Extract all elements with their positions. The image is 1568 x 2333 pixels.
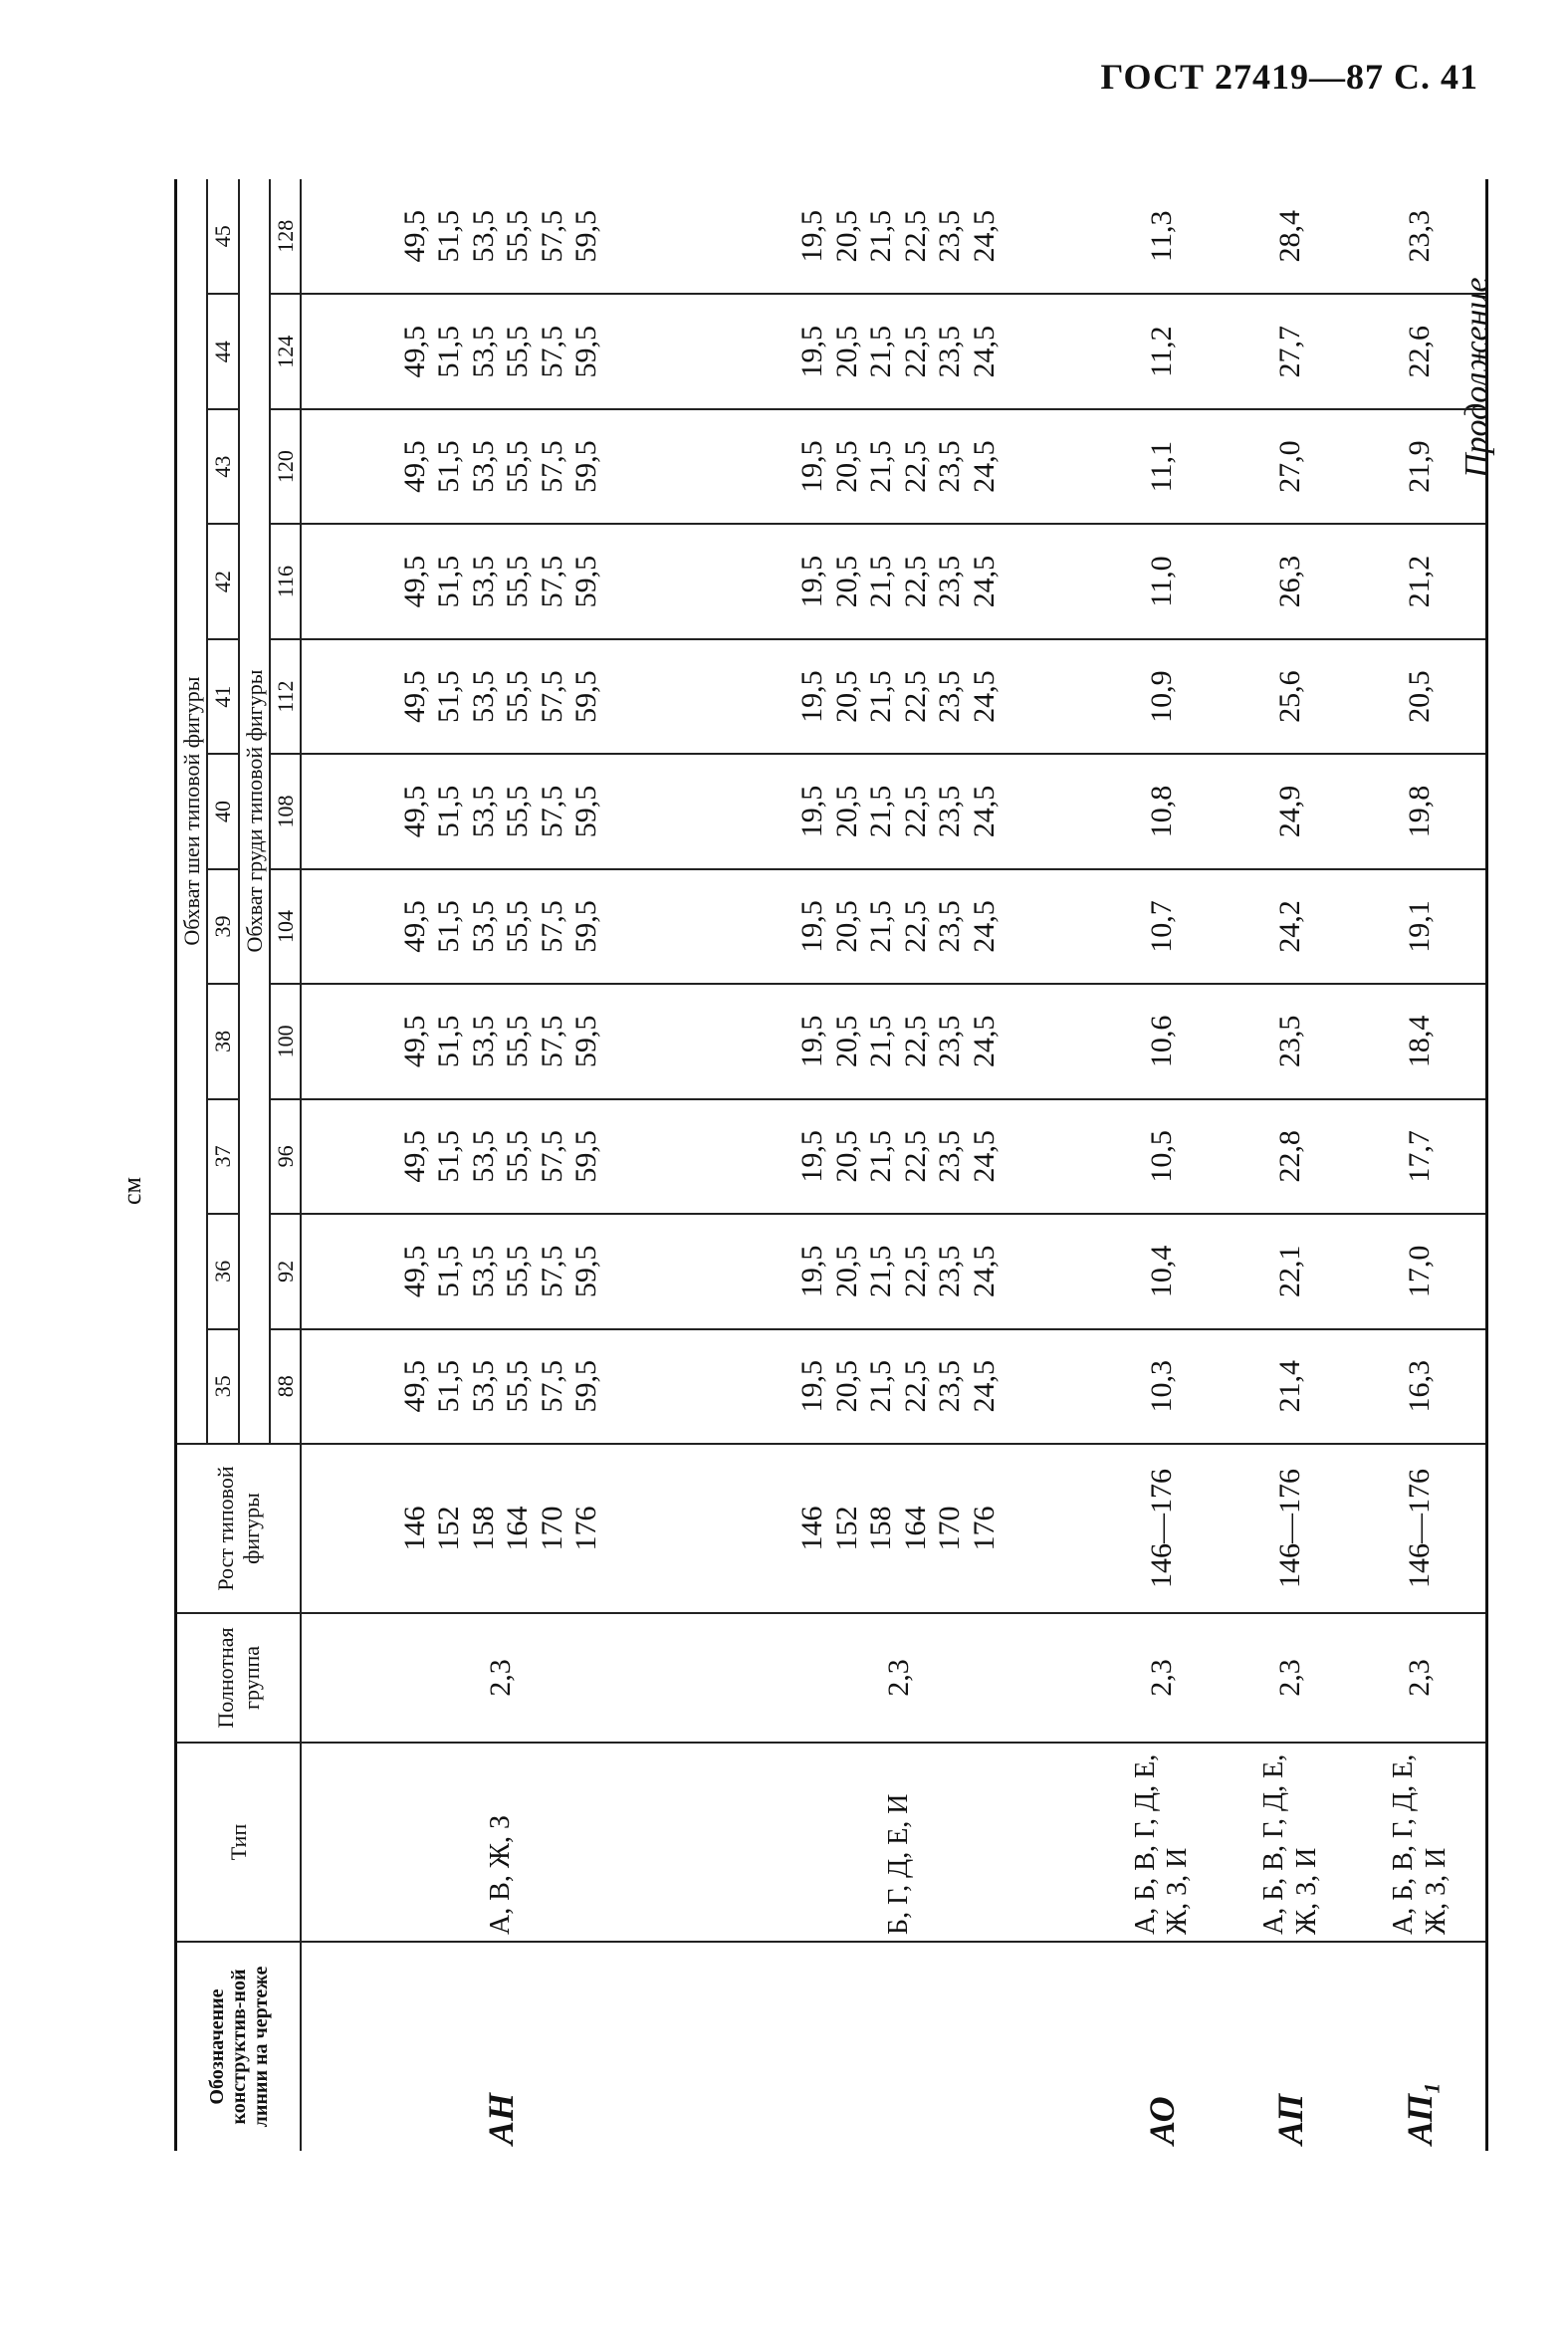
row-value-96: 10,5 [1098,1099,1227,1214]
chest-size-120: 120 [270,409,301,524]
unit-label: см [117,1177,146,1205]
table-row [1098,179,1227,2151]
row-value-104: 19,1 [1355,869,1486,984]
chest-size-108: 108 [270,754,301,868]
row-value-100: 49,5 51,5 53,5 55,5 57,5 59,5 [301,984,700,1098]
chest-size-100: 100 [270,984,301,1098]
header-designation: Обозначение конструктив-ной линии на чертеже [176,1942,302,2151]
row-designation [700,1942,1097,2151]
neck-size-39: 39 [207,869,238,984]
header-height: Рост типовой фигуры [176,1444,302,1613]
row-value-96: 17,7 [1355,1099,1486,1214]
table-body [301,179,1486,2151]
row-value-116: 21,2 [1355,524,1486,638]
row-value-104: 19,5 20,5 21,5 22,5 23,5 24,5 [700,869,1097,984]
row-value-120: 21,9 [1355,409,1486,524]
header-chest: Обхват груди типовой фигуры [239,179,270,1444]
row-value-124: 49,5 51,5 53,5 55,5 57,5 59,5 [301,294,700,408]
row-type: А, Б, В, Г, Д, Е, Ж, З, И [1227,1743,1355,1942]
chest-size-88: 88 [270,1329,301,1444]
neck-size-37: 37 [207,1099,238,1214]
row-group: 2,3 [1355,1613,1486,1743]
table-row [301,179,700,2151]
row-value-120: 27,0 [1227,409,1355,524]
row-group: 2,3 [1227,1613,1355,1743]
row-designation: АП₁ [1355,1942,1486,2151]
row-value-100: 23,5 [1227,984,1355,1098]
row-value-108: 49,5 51,5 53,5 55,5 57,5 59,5 [301,754,700,868]
size-table [174,179,1488,2151]
row-value-128: 19,5 20,5 21,5 22,5 23,5 24,5 [700,179,1097,294]
row-value-88: 10,3 [1144,1360,1178,1413]
neck-size-42: 42 [207,524,238,638]
row-value-88: 49,5 51,5 53,5 55,5 57,5 59,5 [397,1360,603,1413]
neck-size-36: 36 [207,1214,238,1328]
neck-size-40: 40 [207,754,238,868]
row-value-128: 28,4 [1227,179,1355,294]
row-height: 146—176 [1227,1444,1355,1613]
row-value-88: 19,5 20,5 21,5 22,5 23,5 24,5 [795,1360,1001,1413]
neck-size-35: 35 [207,1329,238,1444]
chest-size-124: 124 [270,294,301,408]
table-row [1355,179,1486,2151]
row-value-96: 22,8 [1227,1099,1355,1214]
row-value-92: 22,1 [1227,1214,1355,1328]
row-value-116: 19,5 20,5 21,5 22,5 23,5 24,5 [700,524,1097,638]
row-value-104: 10,7 [1098,869,1227,984]
page-header: ГОСТ 27419—87 С. 41 [1100,57,1478,97]
row-value-116: 11,0 [1098,524,1227,638]
row-value-88: 16,3 [1355,1329,1486,1444]
row-value-112: 25,6 [1227,639,1355,754]
row-value-120: 11,1 [1098,409,1227,524]
row-value-100: 19,5 20,5 21,5 22,5 23,5 24,5 [700,984,1097,1098]
neck-size-44: 44 [207,294,238,408]
table-row [1227,179,1355,2151]
row-value-128: 49,5 51,5 53,5 55,5 57,5 59,5 [301,179,700,294]
row-type: Б, Г, Д, Е, И [700,1743,1097,1942]
row-value-96: 19,5 20,5 21,5 22,5 23,5 24,5 [700,1099,1097,1214]
row-height: 146—176 [1355,1444,1486,1613]
row-value-112: 20,5 [1355,639,1486,754]
row-value-116: 26,3 [1227,524,1355,638]
row-group: 2,3 [700,1613,1097,1743]
neck-size-41: 41 [207,639,238,754]
row-value-100: 18,4 [1355,984,1486,1098]
row-value-104: 24,2 [1227,869,1355,984]
neck-size-45: 45 [207,179,238,294]
row-value-124: 19,5 20,5 21,5 22,5 23,5 24,5 [700,294,1097,408]
neck-size-38: 38 [207,984,238,1098]
chest-size-112: 112 [270,639,301,754]
row-value-88: 21,4 [1273,1360,1307,1413]
row-value-116: 49,5 51,5 53,5 55,5 57,5 59,5 [301,524,700,638]
row-value-112: 19,5 20,5 21,5 22,5 23,5 24,5 [700,639,1097,754]
chest-size-104: 104 [270,869,301,984]
table-row [700,179,1097,2151]
row-value-124: 11,2 [1098,294,1227,408]
row-value-128: 11,3 [1098,179,1227,294]
header-neck: Обхват шеи типовой фигуры [176,179,208,1444]
row-value-92: 19,5 20,5 21,5 22,5 23,5 24,5 [700,1214,1097,1328]
row-designation: АП [1227,1942,1355,2151]
row-value-108: 24,9 [1227,754,1355,868]
row-type: А, В, Ж, З [301,1743,700,1942]
row-value-128: 23,3 [1355,179,1486,294]
neck-size-43: 43 [207,409,238,524]
chest-size-96: 96 [270,1099,301,1214]
row-group: 2,3 [1098,1613,1227,1743]
row-value-92: 49,5 51,5 53,5 55,5 57,5 59,5 [301,1214,700,1328]
row-height: 146—176 [1098,1444,1227,1613]
continuation-label: Продолжение [1458,277,1495,478]
row-group: 2,3 [301,1613,700,1743]
row-value-96: 49,5 51,5 53,5 55,5 57,5 59,5 [301,1099,700,1214]
chest-size-128: 128 [270,179,301,294]
row-value-120: 49,5 51,5 53,5 55,5 57,5 59,5 [301,409,700,524]
row-value-112: 10,9 [1098,639,1227,754]
row-height: 146 152 158 164 170 176 [301,1444,700,1613]
chest-size-116: 116 [270,524,301,638]
header-group: Полнотная группа [176,1613,302,1743]
row-value-108: 19,5 20,5 21,5 22,5 23,5 24,5 [700,754,1097,868]
header-type: Тип [176,1743,302,1942]
row-value-92: 17,0 [1355,1214,1486,1328]
row-value-108: 10,8 [1098,754,1227,868]
row-value-124: 22,6 [1355,294,1486,408]
row-value-108: 19,8 [1355,754,1486,868]
row-value-112: 49,5 51,5 53,5 55,5 57,5 59,5 [301,639,700,754]
chest-size-92: 92 [270,1214,301,1328]
row-value-120: 19,5 20,5 21,5 22,5 23,5 24,5 [700,409,1097,524]
row-type: А, Б, В, Г, Д, Е, Ж, З, И [1098,1743,1227,1942]
rotated-table [174,179,1488,2151]
row-value-104: 49,5 51,5 53,5 55,5 57,5 59,5 [301,869,700,984]
row-height: 146 152 158 164 170 176 [700,1444,1097,1613]
row-type: А, Б, В, Г, Д, Е, Ж, З, И [1355,1743,1486,1942]
row-value-124: 27,7 [1227,294,1355,408]
row-value-100: 10,6 [1098,984,1227,1098]
row-designation: АО [1098,1942,1227,2151]
row-designation: АН [301,1942,700,2151]
row-value-92: 10,4 [1098,1214,1227,1328]
